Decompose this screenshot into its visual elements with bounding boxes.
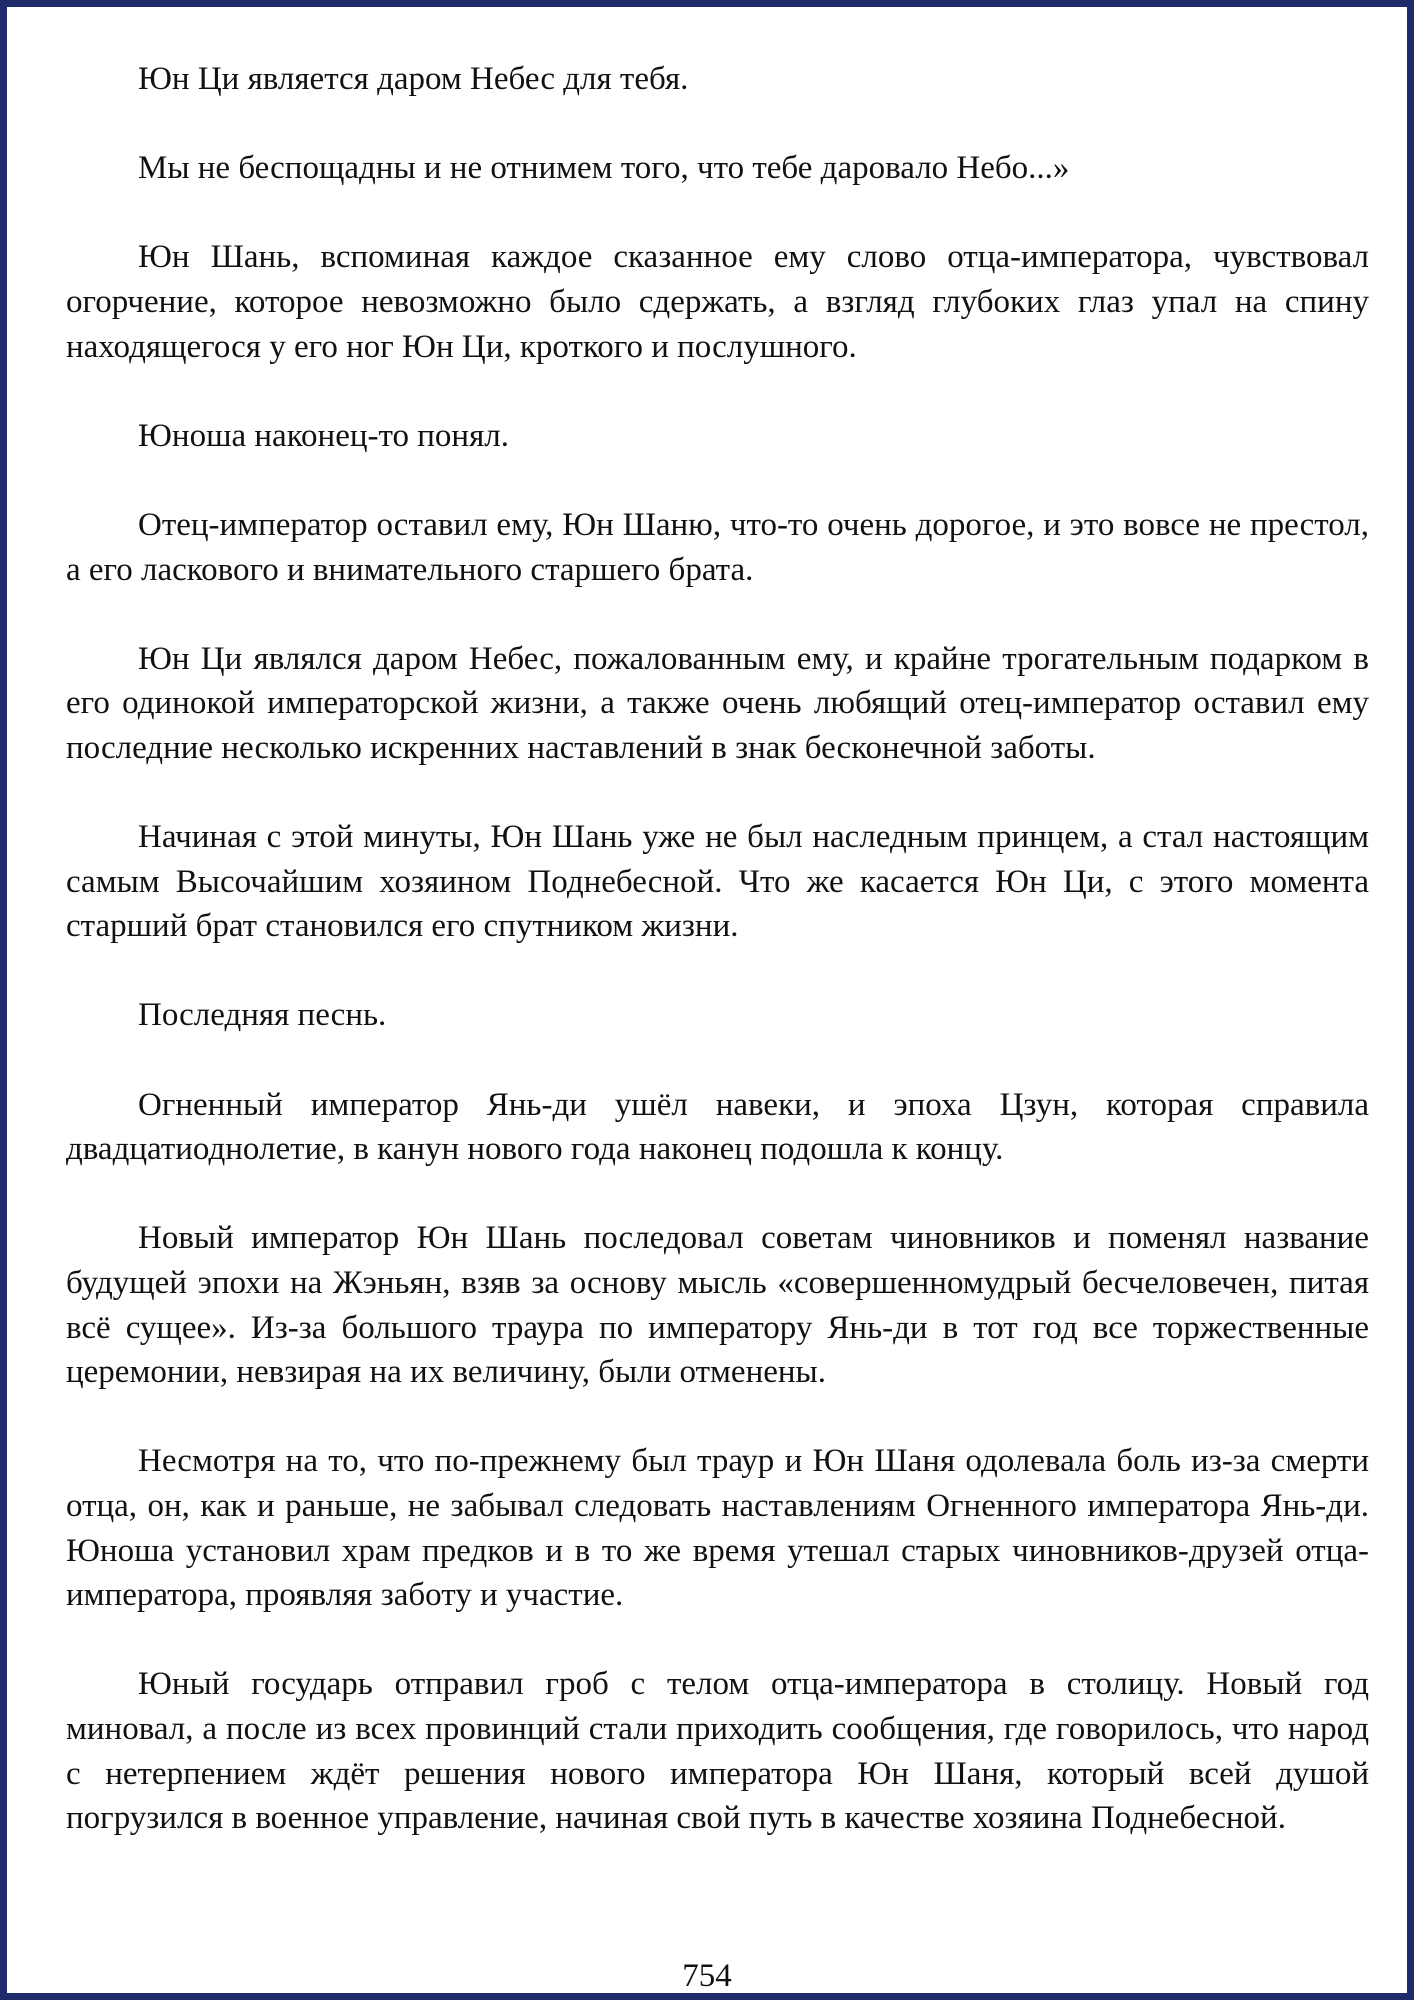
paragraph: Огненный император Янь-ди ушёл навеки, и эпоха Цзун, которая справила двадцатиоднолетие, в канун нового года наконец подошла к концу.: [66, 1086, 1369, 1168]
paragraph: Юн Шань, вспоминая каждое сказанное ему слово отца-императора, чувствовал огорчение, которое невозможно было сдержать, а взгляд глубоких глаз упал на спину находящегося у его ног Юн Ци, кроткого и послушного.: [66, 239, 1369, 365]
paragraph: Несмотря на то, что по-прежнему был траур и Юн Шаня одолевала боль из-за смерти отца, он, как и раньше, не забывал следовать наставлениям Огненного императора Янь-ди. Юноша установил храм предков и в то же время утешал старых чиновников-друзей отца-императора, проявляя заботу и участие.: [66, 1443, 1369, 1614]
paragraph: Юн Ци являлся даром Небес, пожалованным ему, и крайне трогательным подарком в его одинокой императорской жизни, а также очень любящий отец-император оставил ему последние несколько искренних наставлений в знак бесконечной заботы.: [66, 640, 1369, 766]
paragraph: Юный государь отправил гроб с телом отца-императора в столицу. Новый год миновал, а после из всех провинций стали приходить сообщения, где говорилось, что народ с нетерпением ждёт решения нового императора Юн Шаня, который всей душой погрузился в военное управление, начиная свой путь в качестве хозяина Поднебесной.: [66, 1666, 1369, 1837]
paragraph: Мы не беспощадны и не отнимем того, что тебе даровало Небо...»: [138, 150, 1070, 187]
section-title: Последняя песнь.: [138, 997, 387, 1034]
paragraph: Начиная с этой минуты, Юн Шань уже не был наследным принцем, а стал настоящим самым Высочайшим хозяином Поднебесной. Что же касается Юн Ци, с этого момента старший брат становился его спутником жизни.: [66, 819, 1369, 945]
paragraph: Отец-император оставил ему, Юн Шаню, что-то очень дорогое, и это вовсе не престол, а его ласкового и внимательного старшего брата.: [66, 506, 1369, 588]
paragraph: Юноша наконец-то понял.: [138, 417, 509, 454]
page-number: 754: [682, 1958, 732, 1994]
paragraph: Новый император Юн Шань последовал советам чиновников и поменял название будущей эпохи на Жэньян, взяв за основу мысль «совершенномудрый бесчеловечен, питая всё сущее». Из-за большого траура по императору Янь-ди в тот год все торжественные церемонии, невзирая на их величину, были отменены.: [66, 1220, 1369, 1391]
page-text-body: [66, 57, 1369, 1885]
paragraph: Юн Ци является даром Небес для тебя.: [138, 61, 689, 97]
